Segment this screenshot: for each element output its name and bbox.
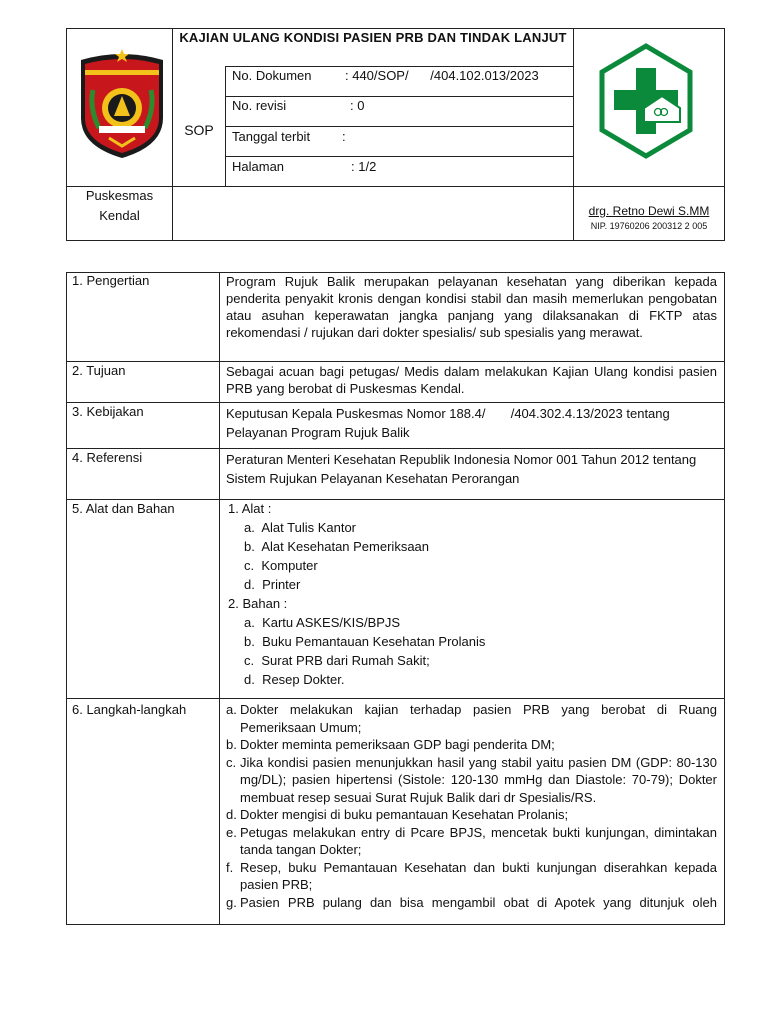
signer-name: drg. Retno Dewi S.MM — [588, 204, 710, 218]
list-item: c. Surat PRB dari Rumah Sakit; — [244, 653, 430, 668]
step-item — [226, 806, 717, 824]
section-label-kebijakan: 3. Kebijakan — [72, 404, 144, 419]
step-letter: c. — [226, 754, 237, 770]
list-item: b. Alat Kesehatan Pemeriksaan — [244, 539, 430, 554]
section-label-tujuan: 2. Tujuan — [72, 363, 126, 378]
table-divider — [66, 402, 725, 403]
list-item: b. Buku Pemantauan Kesehatan Prolanis — [244, 634, 486, 649]
section-label-alat-bahan: 5. Alat dan Bahan — [72, 501, 175, 516]
step-item — [226, 894, 717, 912]
revision-value: : 0 — [350, 98, 365, 113]
step-item — [226, 859, 717, 894]
step-item — [226, 701, 717, 736]
step-letter: d. — [226, 807, 237, 822]
section-text-pengertian: Program Rujuk Balik merupakan pelayanan kesehatan yang diberikan kepada penderita penyakit kronis dengan kondisi stabil dan masih memerlukan pengobatan atau asuhan keperawatan jangka panjang yang dilaksanakan di FKTP atas rekomendasi / rujukan dari dokter spesialis/ sub spesialis yang merawat. — [226, 274, 717, 340]
document-title: KAJIAN ULANG KONDISI PASIEN PRB DAN TINDAK LANJUT — [179, 30, 567, 45]
header-divider — [225, 126, 573, 127]
step-item — [226, 824, 717, 859]
header-divider — [225, 96, 573, 97]
step-letter: a. — [226, 702, 237, 717]
step-text: Dokter mengisi di buku pemantauan Kesehatan Prolanis; — [240, 807, 569, 822]
section-label-langkah: 6. Langkah-langkah — [72, 702, 187, 717]
step-item — [226, 736, 717, 754]
header-divider — [225, 66, 573, 67]
page-value: : 1/2 — [351, 159, 377, 174]
section-text-tujuan: Sebagai acuan bagi petugas/ Medis dalam melakukan Kajian Ulang kondisi pasien PRB yang berobat di Puskesmas Kendal. — [226, 364, 717, 396]
step-text: Pasien PRB pulang dan bisa mengambil obat di Apotek yang ditunjuk oleh — [240, 894, 717, 910]
section-text-kebijakan: Keputusan Kepala Puskesmas Nomor 188.4/ /404.302.4.13/2023 tentang Pelayanan Program Rujuk Balik — [226, 406, 674, 440]
list-item: c. Komputer — [244, 558, 318, 573]
issue-date-value: : — [342, 129, 346, 144]
list-item: 2. Bahan : — [228, 596, 288, 611]
list-item: d. Printer — [244, 577, 301, 592]
table-divider — [66, 448, 725, 449]
step-letter: e. — [226, 824, 237, 840]
organization-line2: Kendal — [99, 208, 140, 223]
step-item — [226, 754, 717, 807]
kendal-regency-emblem-icon — [79, 46, 165, 160]
step-text: Petugas melakukan entry di Pcare BPJS, mencetak bukti kunjungan, dimintakan tanda tangan Dokter; — [240, 824, 717, 857]
table-divider — [66, 698, 725, 699]
revision-label: No. revisi — [232, 98, 287, 113]
step-text: Dokter meminta pemeriksaan GDP bagi penderita DM; — [240, 737, 555, 752]
list-item: a. Alat Tulis Kantor — [244, 520, 357, 535]
page-label: Halaman — [232, 159, 285, 174]
section-label-pengertian: 1. Pengertian — [72, 273, 150, 288]
sop-label: SOP — [184, 122, 214, 138]
signature-block — [573, 204, 725, 231]
organization-line1: Puskesmas — [85, 188, 154, 203]
table-divider — [219, 272, 220, 925]
puskesmas-cross-logo-icon — [598, 42, 694, 160]
organization-name — [66, 186, 173, 226]
alat-bahan-list — [226, 499, 717, 689]
step-text: Jika kondisi pasien menunjukkan hasil yang stabil yaitu pasien DM (GDP: 80-130 mg/DL); pasien hipertensi (Sistole: 120-130 mmHg dan Diastole: 70-79); Dokter membuat resep sesuai Surat Rujuk Balik dari dr Spesialis/RS. — [240, 754, 717, 805]
issue-date-label: Tanggal terbit — [232, 129, 311, 144]
table-divider — [66, 361, 725, 362]
signer-nip: NIP. 19760206 200312 2 005 — [590, 221, 708, 231]
doc-number-value: : 440/SOP/ /404.102.013/2023 — [345, 68, 539, 83]
header-divider — [225, 156, 573, 157]
steps-list — [226, 701, 717, 911]
section-label-referensi: 4. Referensi — [72, 450, 143, 465]
list-item: a. Kartu ASKES/KIS/BPJS — [244, 615, 401, 630]
doc-number-label: No. Dokumen — [232, 68, 312, 83]
step-text: Dokter melakukan kajian terhadap pasien PRB yang berobat di Ruang Pemeriksaan Umum; — [240, 702, 717, 735]
section-text-referensi: Peraturan Menteri Kesehatan Republik Indonesia Nomor 001 Tahun 2012 tentang Sistem Rujukan Pelayanan Kesehatan Perorangan — [226, 452, 697, 486]
step-letter: g. — [226, 894, 237, 910]
step-text: Resep, buku Pemantauan Kesehatan dan bukti kunjungan diserahkan kepada pasien PRB; — [240, 859, 717, 892]
step-letter: f. — [226, 859, 234, 875]
step-letter: b. — [226, 737, 237, 752]
list-item: 1. Alat : — [228, 501, 272, 516]
list-item: d. Resep Dokter. — [244, 672, 345, 687]
